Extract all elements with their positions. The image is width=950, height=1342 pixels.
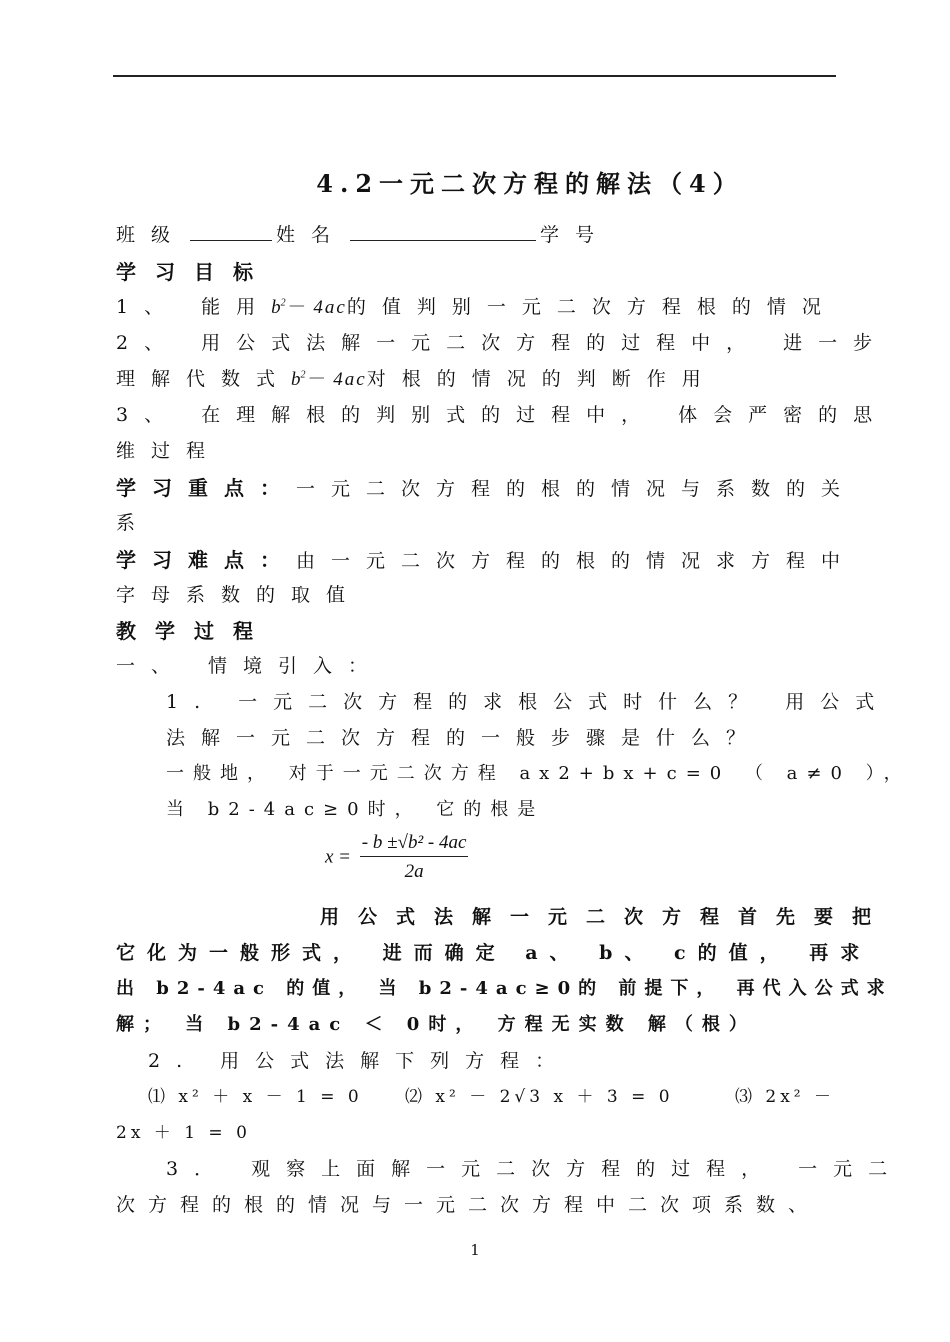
class-label: 班级 [116, 224, 187, 246]
question-1-line4: 当 b2-4ac≥0时， 它的根是 [166, 799, 545, 820]
process-heading: 教学过程 [116, 619, 272, 643]
goals-heading: 学习目标 [116, 260, 272, 284]
question-3-line1: 3． 观察上面解一元二次方程的过程， 一元二 [166, 1158, 904, 1180]
section-1-heading: 一、 情境引入： [116, 655, 384, 677]
formula-numerator: - b ±√b² - 4ac [360, 832, 469, 857]
bold-note-line1: 用公式法解一元二次方程首先要把 [320, 906, 891, 928]
equation-3: ⑶ 2x² － [735, 1087, 836, 1107]
focus-line2: 系 [116, 512, 136, 534]
student-info-line [116, 220, 610, 247]
goal-item-2-line2: 理解代数式$b^2- 4ac$对根的情况的判断作用 [116, 368, 717, 390]
question-1-line1: 1. 一元二次方程的求根公式时什么？ 用公式 [166, 691, 891, 713]
bold-note-line2: 它化为一般形式， 进而确定 a、 b、 c的值， 再求 [116, 942, 872, 964]
question-3-line2: 次方程的根的情况与一元二次方程中二次项系数、 [116, 1194, 821, 1216]
document-title: 4.2一元二次方程的解法（4） [316, 169, 744, 198]
equation-2: ⑵ x² － 2√3 x ＋ 3 = 0 [405, 1087, 674, 1107]
goal-item-3-line1: 3、 在理解根的判别式的过程中， 体会严密的思 [116, 404, 889, 426]
quadratic-formula: x = $\frac{\text{- b ±√b² - 4ac}}{2a}$ [325, 832, 467, 882]
goal-item-3-line2: 维过程 [116, 440, 222, 462]
question-1-line3: 一般地， 对于一元二次方程 ax2+bx+c=0 （ a≠0 ）， [166, 763, 911, 784]
goal-item-2-line1: 2、 用公式法解一元二次方程的过程中， 进一步 [116, 332, 889, 354]
equation-1: ⑴ x² ＋ x － 1 = 0 [148, 1087, 363, 1107]
difficulty-line1: 学习难点：由一元二次方程的根的情况求方程中 [116, 548, 857, 572]
formula-denominator: 2a [404, 861, 424, 882]
goal-item-1: 1、 能用$b^2- 4ac$的值判别一元二次方程根的情况 [116, 296, 837, 318]
name-label: 姓名 [276, 224, 347, 246]
question-2-line: 2. 用公式法解下列方程： [148, 1050, 571, 1072]
class-blank[interactable] [190, 222, 272, 241]
equation-3-continued: 2x ＋ 1 = 0 [116, 1123, 251, 1143]
page-number: 1 [470, 1241, 480, 1259]
top-rule [113, 75, 836, 77]
name-blank[interactable] [350, 222, 536, 241]
bold-note-line4: 解； 当 b2-4ac ＜ 0时， 方程无实数 解（根） [116, 1014, 756, 1035]
focus-line1: 学习重点：一元二次方程的根的情况与系数的关 [116, 476, 857, 500]
question-1-line2: 法解一元二次方程的一般步骤是什么？ [166, 727, 762, 749]
bold-note-line3: 出 b2-4ac 的值， 当 b2-4ac≥0的 前提下， 再代入公式求 [116, 978, 893, 999]
difficulty-line2: 字母系数的取值 [116, 584, 362, 606]
id-label: 学号 [540, 224, 611, 246]
